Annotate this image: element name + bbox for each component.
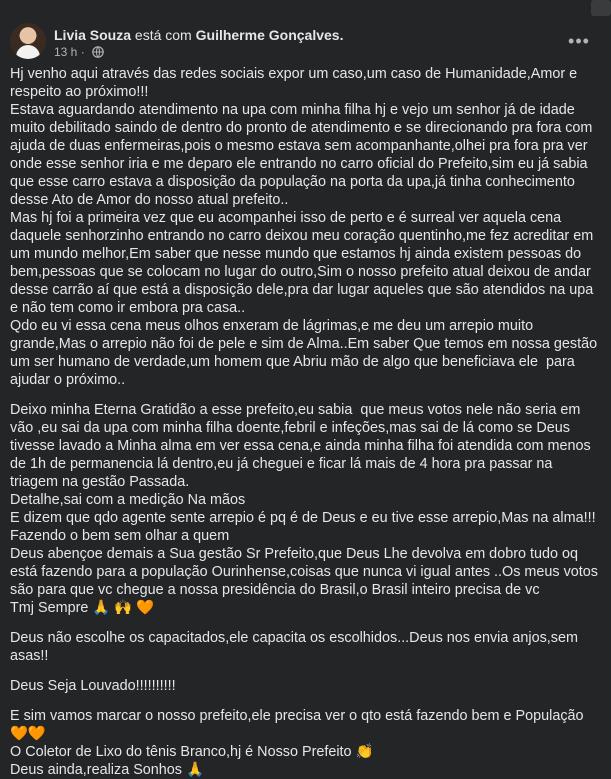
author-line	[54, 26, 343, 44]
post-meta: 13 h ·	[54, 44, 104, 62]
post-content	[10, 65, 601, 779]
avatar[interactable]	[10, 23, 46, 59]
post-paragraph-5: E sim vamos marcar o nosso prefeito,ele precisa ver o qto está fazendo bem e População 🧡🧡 O Coletor de Lixo do tênis Branco,hj é Nosso Prefeito 👏 Deus ainda,realiza Sonhos 🙏	[10, 708, 584, 778]
post-paragraph-4: Deus Seja Louvado!!!!!!!!!!	[10, 678, 176, 694]
post-paragraph-3: Deus não escolhe os capacitados,ele capacita os escolhidos...Deus nos envia anjos,sem asas!!	[10, 630, 582, 664]
author-name[interactable]: Livia Souza	[54, 27, 132, 43]
tagged-name[interactable]: Guilherme Gonçalves.	[195, 27, 344, 43]
with-text: está com	[134, 27, 192, 43]
post-paragraph-2: Deixo minha Eterna Gratidão a esse prefeito,eu sabia que meus votos nele não seria em vão ,eu sai da upa com minha filha doente,febril e infeções,mas sai de lá como se Deus tivesse lavado a Minha alma em ver essa cena,e ainda minha filha foi atendida com menos de 1h de permanencia lá dentro,eu já cheguei e ficar lá mais de 4 hora pra passar na triagem na gestão Passada. Detalhe,sai com a medição Na mãos E dizem que qdo agente sente arrepio é pq é de Deus e eu tive esse arrepio,Mas na alma!!! Fazendo o bem sem olhar a quem Deus abençoe demais a Sua gestão Sr Prefeito,que Deus Lhe devolva em dobro tudo oq está fazendo para a população Ourinhense,coisas que nunca vi igual antes ..Os meus votos são para que vc chegue a nossa presidência do Brasil,o Brasil inteiro precisa de vc Tmj Sempre 🙏 🙌 🧡	[10, 402, 598, 616]
post-time[interactable]: 13 h	[54, 45, 78, 59]
globe-icon	[92, 46, 104, 62]
post-header	[10, 20, 601, 60]
post-paragraph-1: Hj venho aqui através das redes sociais expor um caso,um caso de Humanidade,Amor e respeito ao próximo!!! Estava aguardando atendimento na upa com minha filha hj e vejo um senhor já de idade muito debilitado saindo de dentro do pronto de atendimento e se direcionando pra fora com ajuda de duas enfermeiras,pois o mesmo estava sem acompanhante,olhei pra fora pra ver onde esse senhor iria e me deparo ele entrando no carro oficial do Prefeito,sim eu já sabia que esse carro estava a disposição da população na porta da upa,já tinha conhecimento desse Ato de Amor do nosso atual prefeito.. Mas hj foi a primeira vez que eu acompanhei isso de perto e é surreal ver aquela cena daquele senhorzinho entrando no carro deixou meu coração quentinho,me fez acreditar em um mundo melhor,Em saber que nesse mundo que estamos hj ainda existem pessoas do bem,pessoas que se colocam no lugar do outro,Sim o nosso prefeito atual deixou de andar desse carrão aí que está a disposição dele,pra dar lugar aqueles que são atendidos na upa e não tem como ir embora pra casa.. Qdo eu vi essa cena meus olhos enxeram de lágrimas,e me deu um arrepio muito grande,Mas o arrepio não foi de pele e sim de Alma..Em saber Que temos em nossa gestão um ser humano de verdade,um homem que Abriu mão de algo que beneficiava ele para ajudar o próximo..	[10, 66, 598, 388]
more-options-icon[interactable]: •••	[568, 31, 590, 51]
top-right-button[interactable]	[591, 0, 611, 16]
